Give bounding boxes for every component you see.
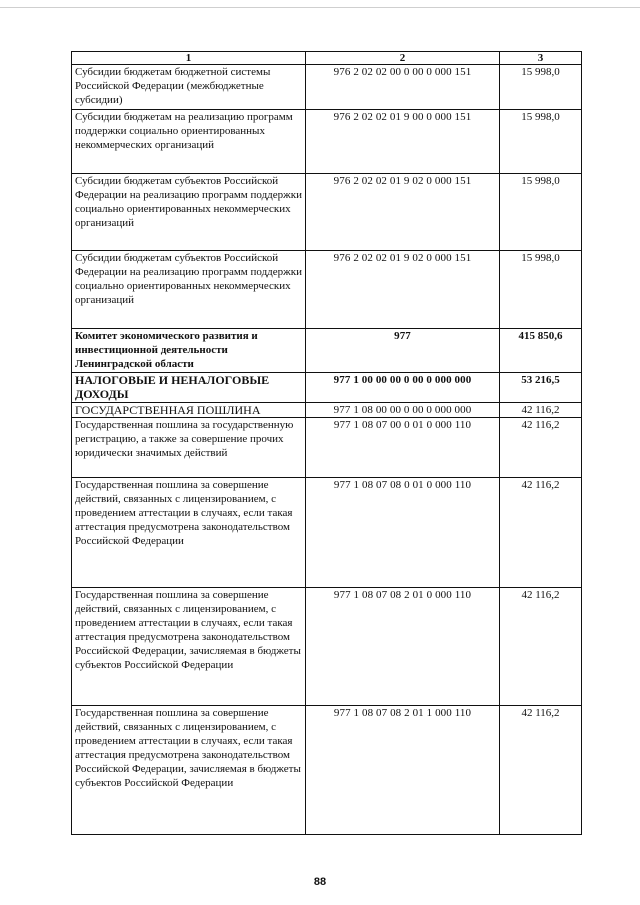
row-code: 977 1 08 07 08 2 01 0 000 110 [306,588,500,706]
row-amount: 42 116,2 [500,588,582,706]
column-header: 3 [500,52,582,65]
row-amount: 15 998,0 [500,110,582,174]
row-amount: 15 998,0 [500,174,582,251]
row-code: 976 2 02 02 01 9 00 0 000 151 [306,110,500,174]
table-row [72,65,582,110]
table-row [72,251,582,329]
row-name: Государственная пошлина за государственную регистрацию, а также за совершение прочих юридически значимых действий [72,418,306,478]
page-number: 88 [313,876,327,888]
row-amount: 53 216,5 [500,373,582,403]
table-row [72,588,582,706]
row-amount: 415 850,6 [500,329,582,373]
row-name: Государственная пошлина за совершение действий, связанных с лицензированием, с проведением аттестации в случаях, если такая аттестация предусмотрена законодательством Российской Федерации [72,478,306,588]
row-amount: 42 116,2 [500,418,582,478]
row-name: Государственная пошлина за совершение действий, связанных с лицензированием, с проведением аттестации в случаях, если такая аттестация предусмотрена законодательством Российской Федерации, зачисляемая в бюджеты субъектов Российской Федерации [72,588,306,706]
row-amount: 15 998,0 [500,65,582,110]
row-name: НАЛОГОВЫЕ И НЕНАЛОГОВЫЕ ДОХОДЫ [72,373,306,403]
table-row [72,403,582,418]
table-row [72,174,582,251]
row-name: Субсидии бюджетам субъектов Российской Федерации на реализацию программ поддержки социально ориентированных некоммерческих организаций [72,251,306,329]
table-row [72,329,582,373]
row-code: 977 [306,329,500,373]
row-code: 977 1 08 07 08 0 01 0 000 110 [306,478,500,588]
top-edge-line [0,7,640,8]
row-code: 977 1 08 00 00 0 00 0 000 000 [306,403,500,418]
row-name: Комитет экономического развития и инвестиционной деятельности Ленинградской области [72,329,306,373]
row-amount: 42 116,2 [500,478,582,588]
table-header-row [72,52,582,65]
row-amount: 15 998,0 [500,251,582,329]
column-header: 1 [72,52,306,65]
row-name: ГОСУДАРСТВЕННАЯ ПОШЛИНА [72,403,306,418]
row-code: 976 2 02 02 01 9 02 0 000 151 [306,174,500,251]
table-row [72,478,582,588]
budget-revenue-table [71,51,582,835]
column-header: 2 [306,52,500,65]
row-name: Государственная пошлина за совершение действий, связанных с лицензированием, с проведением аттестации в случаях, если такая аттестация предусмотрена законодательством Российской Федерации, зачисляемая в бюджеты субъектов Российской Федерации [72,706,306,835]
row-name: Субсидии бюджетам субъектов Российской Федерации на реализацию программ поддержки социально ориентированных некоммерческих организаций [72,174,306,251]
table-row [72,418,582,478]
row-name: Субсидии бюджетам на реализацию программ поддержки социально ориентированных некоммерческих организаций [72,110,306,174]
row-code: 977 1 00 00 00 0 00 0 000 000 [306,373,500,403]
row-amount: 42 116,2 [500,706,582,835]
row-code: 977 1 08 07 08 2 01 1 000 110 [306,706,500,835]
row-name: Субсидии бюджетам бюджетной системы Российской Федерации (межбюджетные субсидии) [72,65,306,110]
table-row [72,110,582,174]
table-row [72,373,582,403]
row-code: 976 2 02 02 01 9 02 0 000 151 [306,251,500,329]
table-row [72,706,582,835]
row-code: 976 2 02 02 00 0 00 0 000 151 [306,65,500,110]
row-code: 977 1 08 07 00 0 01 0 000 110 [306,418,500,478]
row-amount: 42 116,2 [500,403,582,418]
